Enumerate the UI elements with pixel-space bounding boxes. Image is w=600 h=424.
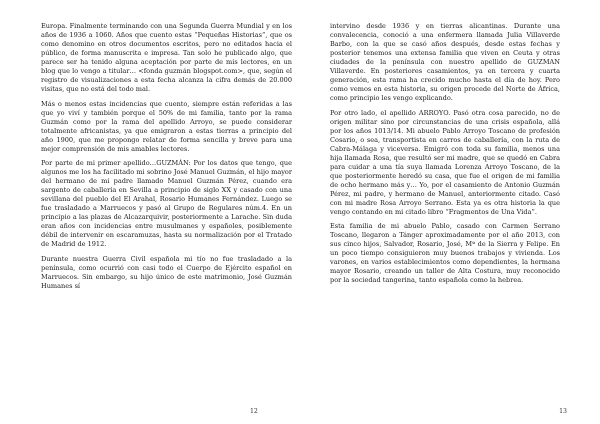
left-page-number: 12 — [250, 408, 258, 415]
right-paragraph-3: Esta familia de mi abuelo Pablo, casado con Carmen Serrano Toscano, llegaron a Tánger aproximadamente por el año 2013, con sus cinco hijos, Salvador, Rosario, José, Mª de la Sierra y Felipe. En un poco tiempo consiguieron muy buenos trabajos y vivienda. Los varones, en varios establecimientos como dependientes, la hermana mayor Rosario, creando un taller de Alta Costura, muy reconocido por la sociedad tangerina, tanto española como la hebrea. — [330, 222, 560, 284]
left-paragraph-3: Por parte de mi primer apellido…GUZMÁN: Por los datos que tengo, que algunos me los ha facilitado mi sobrino José Manuel Guzmán, el hijo mayor del hermano de mi padre llamado Manuel Guzmán Pérez, cuando era sargento de caballería en Sevilla a principio de siglo XX y casado con una sevillana del pueblo del El Arahal, Rosario Humanes Fernández. Luego se fue trasladado a Marruecos y pasó al Grupo de Regulares núm.4. En un principio a las plazas de Alcazarquivir, posteriormente a Larache. Sin duda eran años con incidencias entre musulmanes y españoles, posiblemente débil de intervenir en escaramuzas, hasta su normalización por el Tratado de Madrid de 1912. — [41, 159, 292, 248]
left-paragraph-2: Más o menos estas incidencias que cuento, siempre están referidas a las que yo viví y también porque el 50% de mi familia, tanto por la rama Guzmán como por la rama del apellido Arroyo, se puede considerar totalmente africanistas, ya que emigraron a estas tierras a principio del año 1900, que me propongo relatar de forma sencilla y breve para una mejor comprensión de mis amables lectores. — [41, 99, 292, 153]
left-text-column — [41, 22, 292, 291]
left-paragraph-1: Europa. Finalmente terminando con una Segunda Guerra Mundial y en los años de 1936 a 1060. Años que cuento estas “Pequeñas Historias”, que os como denomino en otros documentos escritos, pero no editados hacia el público, de forma manuscrita e impresa. Tan solo he publicado algo, que parece ser ha tenido alguna aceptación por parte de mis lectores, en un blog que lo vengo a titular… <fonda guzmán blogspot.com>, que, según el registro de visualizaciones a esta fecha alcanza la cifra demás de 20.000 visitas, que no está del todo mal. — [41, 22, 292, 93]
right-page — [300, 0, 600, 424]
right-paragraph-2: Por otro lado, el apellido ARROYO. Pasó otra cosa parecido, no de origen militar sino por circunstancias de una crisis española, allá por los años 1013/14. Mi abuelo Pablo Arroyo Toscano de profesión Cosario, o sea, transportista en carros de caballería, con la ruta de Cabra-Málaga y viceversa. Emigró con toda su familia, menos una hija llamada Rosa, que resultó ser mi madre, que se quedó en Cabra para cuidar a una tía suya llamada Lorenza Arroyo Toscano, de la que posteriormente heredó su casa, que fue el origen de mi familia de ocho hermano más y… Yo, por el casamiento de Antonio Guzmán Pérez, mi padre, y hermano de Manuel, anteriormente citado. Casó con mi madre Rosa Arroyo Serrano. Esta ya es otra historia la que vengo contando en mi citado libro “Fragmentos de Una Vida”. — [330, 108, 560, 216]
right-text-column — [330, 22, 560, 285]
left-paragraph-4: Durante nuestra Guerra Civil española mi tío no fue trasladado a la península, como ocurrió con casi todo el Cuerpo de Ejército español en Marruecos. Sin embargo, su hijo único de este matrimonio, José Guzmán Humanes sí — [41, 254, 292, 290]
right-paragraph-1: intervino desde 1936 y en tierras alicantinas. Durante una convalecencia, conoció a una enfermera llamada Julia Villaverde Barbo, con la que se casó años después, desde estas fechas y posterior tenemos una extensa familia que viven en Ceuta y otras ciudades de la península con nuestro apellido de GUZMAN Villaverde. En posteriores casamientos, ya en tercera y cuarta generación, esta rama ha crecido mucho hasta el día de hoy. Pero como vemos en esta historia, su origen procede del Norte de África, como principio les vengo explicando. — [330, 22, 560, 102]
right-page-number: 13 — [559, 408, 567, 415]
